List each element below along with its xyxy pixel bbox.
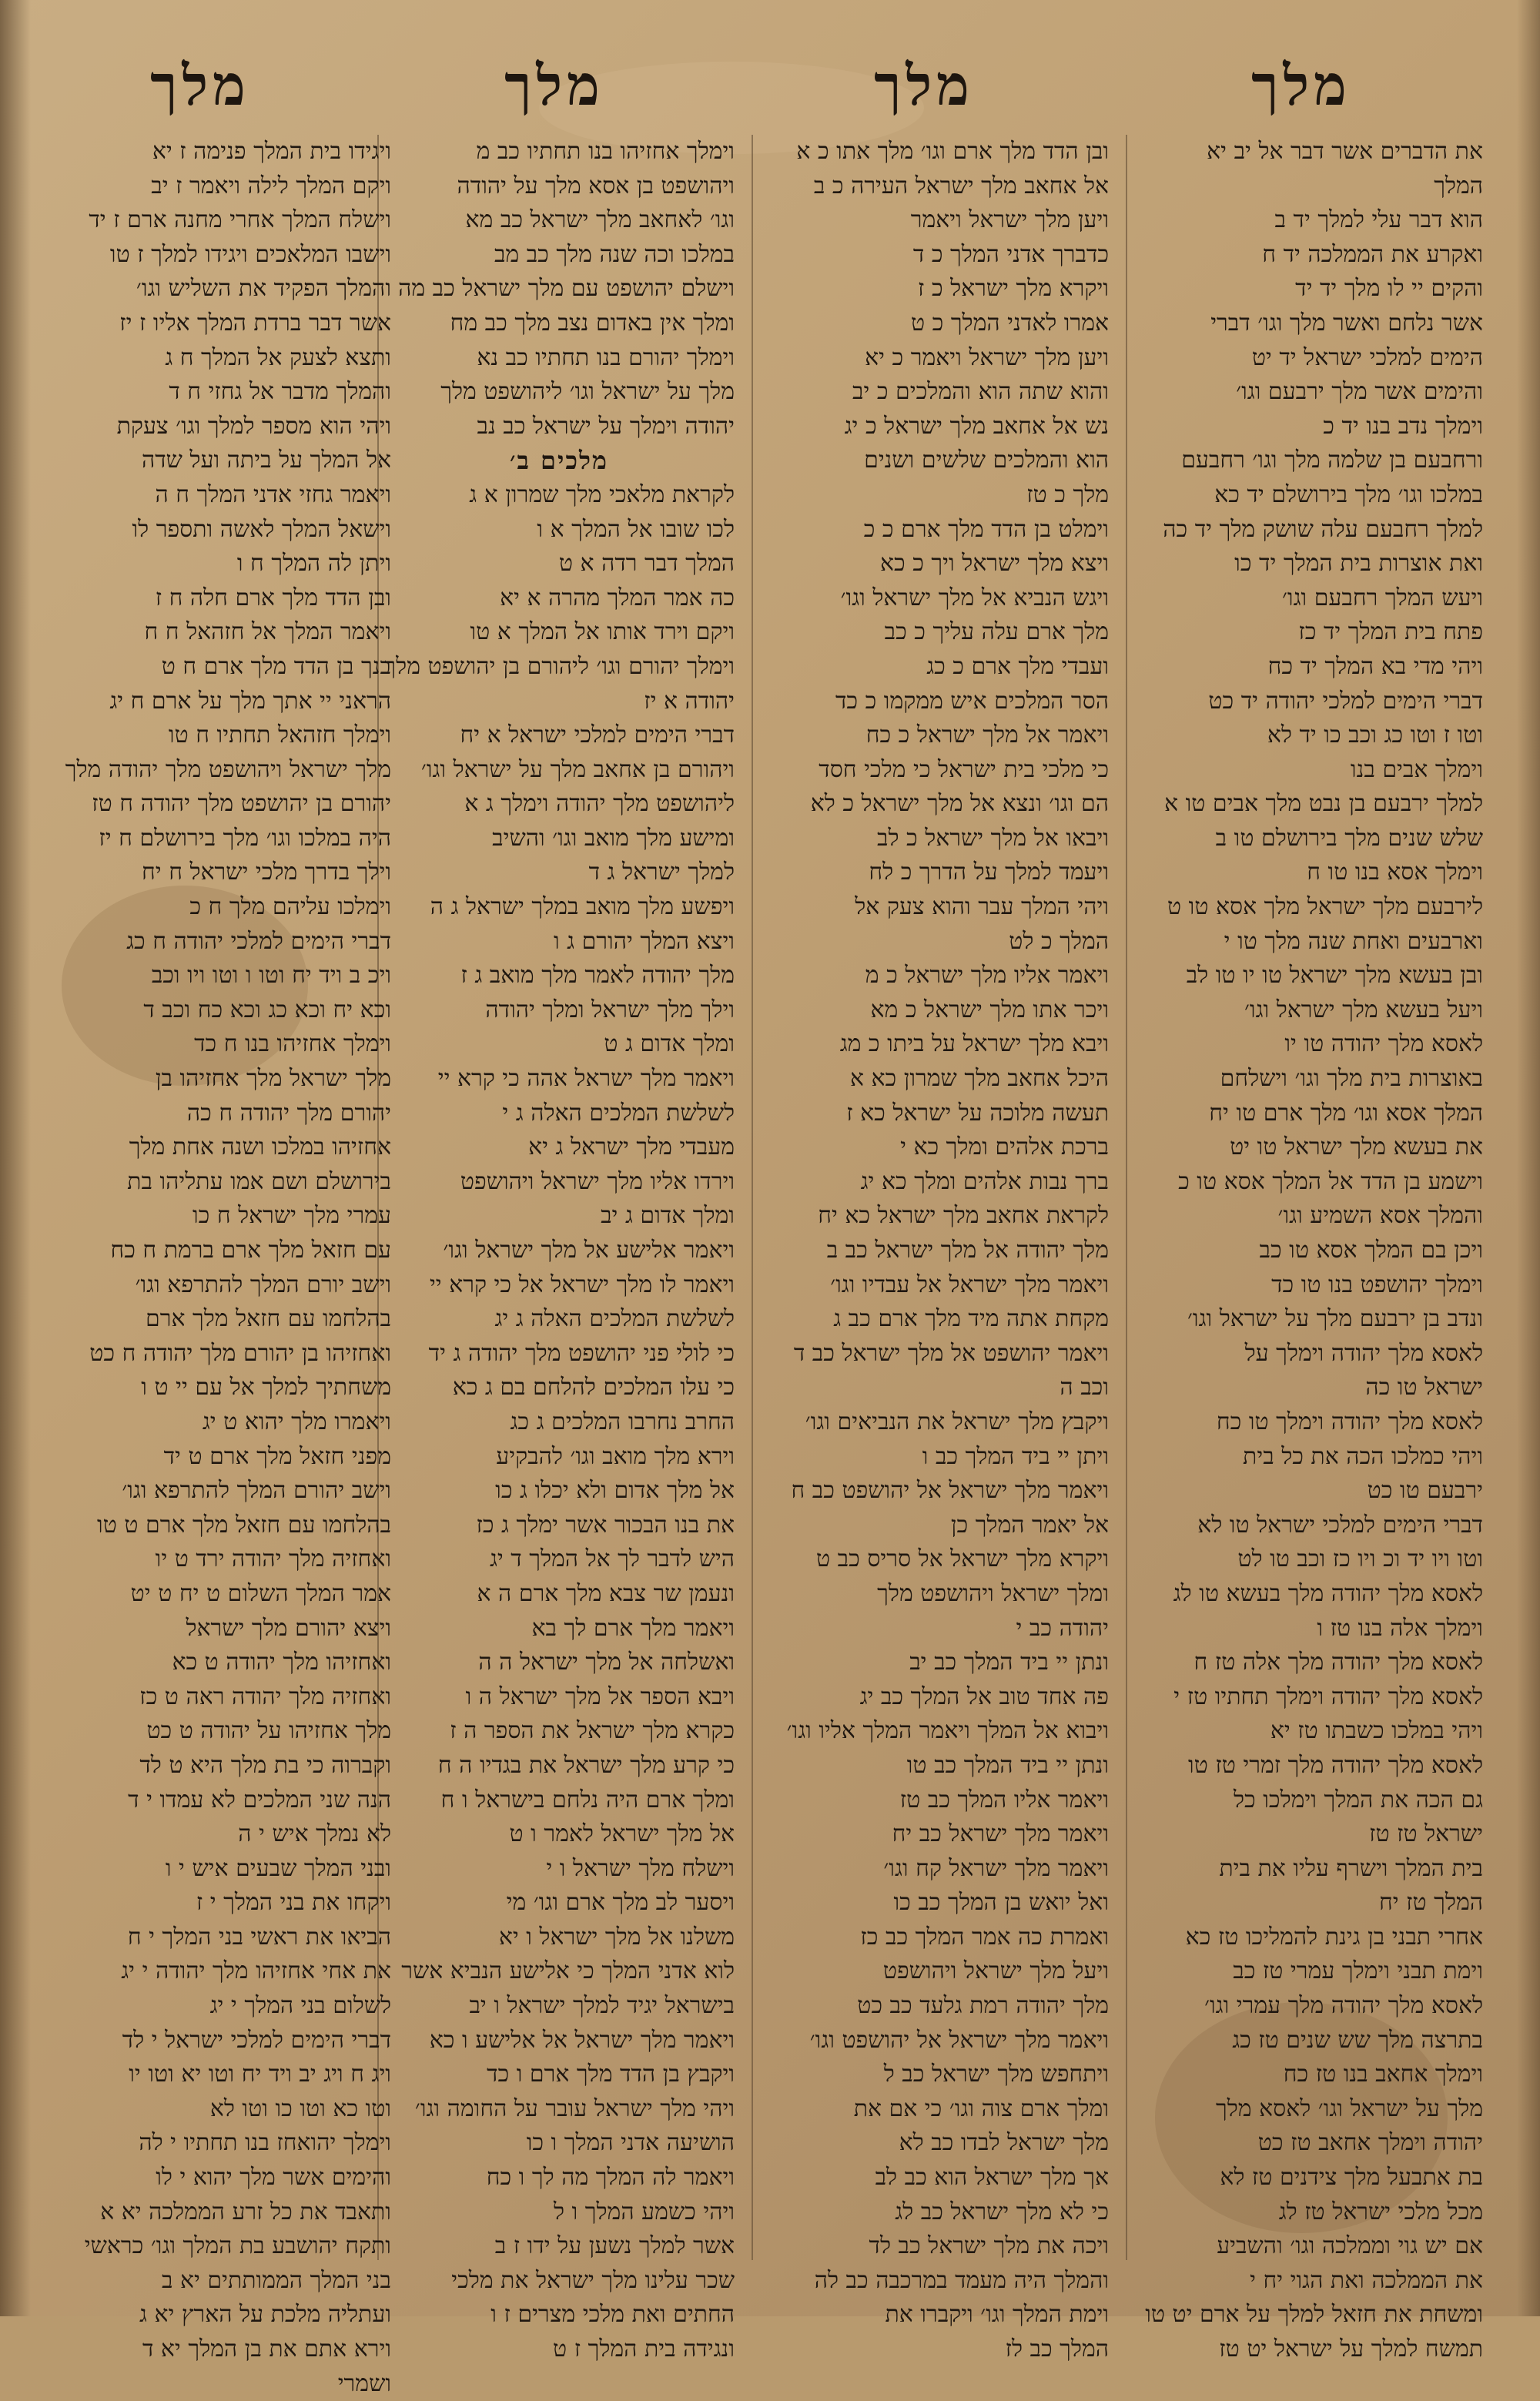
concordance-entry: וישלם יהושפט עם מלך ישראל כב מה	[398, 275, 735, 303]
concordance-entry: דברי הימים למלכי ישראל טו לא	[1197, 1511, 1483, 1539]
concordance-entry: שכר עלינו מלך ישראל את מלכי	[451, 2266, 735, 2294]
concordance-entry: והמלך אסא השמיע וגו׳	[1277, 1202, 1483, 1230]
concordance-entry: המלך דבר רדה א ט	[558, 550, 735, 578]
concordance-column-1	[1132, 135, 1483, 2362]
concordance-entry: מלך אחזיהו על יהודה ט כט	[146, 1717, 391, 1745]
concordance-column-2	[758, 135, 1109, 2362]
concordance-entry: למלך ירבעם בן נבט מלך אבים טו א	[1164, 790, 1483, 818]
concordance-entry: וירדו אליו מלך ישראל ויהושפט	[460, 1167, 735, 1195]
concordance-entry: הסר המלכים איש ממקמו כ כד	[835, 687, 1109, 715]
concordance-entry: ואשלחה אל מלך ישראל ה ה	[478, 1649, 735, 1676]
column-divider	[752, 135, 753, 2260]
concordance-entry: לאסא מלך יהודה וימלך תחתיו טז י	[1173, 1683, 1483, 1710]
concordance-entry: וימלך אלה בנו טז ו	[1317, 1614, 1483, 1642]
concordance-entry: ויעל בעשא מלך ישראל וגו׳	[1244, 996, 1483, 1023]
concordance-entry: וימלכו עליהם מלך ח כ	[189, 893, 391, 921]
concordance-entry: וילך בדרך מלכי ישראל ח יח	[142, 859, 391, 886]
concordance-entry: וכב ה	[1060, 1374, 1109, 1401]
concordance-entry: ויאמר מלך ישראל אל אלישע ו כא	[429, 2026, 735, 2054]
concordance-entry: ותאבד את כל זרע הממלכה יא א	[100, 2198, 391, 2225]
concordance-entry: וטו ז וטו כג וכב כו יד לא	[1267, 722, 1483, 749]
concordance-entry: בני המלך הממותתים יא ב	[161, 2266, 391, 2294]
concordance-entry: וימלך אסא בנו טו ח	[1307, 859, 1483, 886]
concordance-entry: וישמע בן הדד אל המלך אסא טו כ	[1178, 1167, 1483, 1195]
concordance-entry: הביאו את ראשי בני המלך י ח	[127, 1923, 391, 1951]
concordance-entry: ויבוא אל המלך ויאמר המלך אליו וגו׳	[786, 1717, 1109, 1745]
concordance-entry: ואל יואש בן המלך כב כו	[893, 1889, 1109, 1917]
concordance-entry: הם וגו׳ ונצא אל מלך ישראל כ לא	[810, 790, 1109, 818]
concordance-entry: ובן הדד מלך ארם חלה ח ז	[155, 584, 391, 611]
concordance-entry: ויקבץ מלך ישראל את הנביאים וגו׳	[805, 1408, 1109, 1435]
concordance-entry: ויאמר גחזי אדני המלך ח ה	[155, 481, 391, 508]
concordance-entry: יהודה וימלך אחאב טז כט	[1257, 2129, 1483, 2157]
page-edge-shadow	[1517, 0, 1540, 2316]
concordance-entry: במלכו וגו׳ מלך בירושלם יד כא	[1214, 481, 1483, 508]
concordance-column-3	[383, 135, 735, 2362]
concordance-entry: והמלך היה מעמד במרכבה כב לה	[814, 2266, 1109, 2294]
concordance-entry: כי לולי פני יהושפט מלך יהודה ג יד	[428, 1339, 735, 1367]
concordance-entry: היש לדבר לך אל המלך ד יג	[489, 1545, 735, 1573]
concordance-entry: דברי הימים למלכי ישראל א יח	[460, 722, 735, 749]
concordance-entry: אמר המלך השלום ט יח ט יט	[130, 1579, 391, 1607]
concordance-entry: ויאמר המלך אל חזהאל ח ח	[144, 618, 391, 646]
concordance-entry: באוצרות בית מלך וגו׳ וישלחם	[1220, 1065, 1483, 1093]
concordance-entry: ויען מלך ישראל ויאמר	[910, 206, 1109, 234]
concordance-entry: ועבדי מלך ארם כ כג	[926, 652, 1109, 680]
concordance-entry: ויאמר אל מלך ישראל כ כח	[865, 722, 1109, 749]
concordance-entry: לשלשת המלכים האלה ג יג	[494, 1305, 735, 1333]
concordance-entry: ויהושפט בן אסא מלך על יהודה	[457, 172, 735, 199]
concordance-entry: ומלך אדום ג ט	[604, 1030, 735, 1058]
concordance-entry: ויאמר אליו המלך כב טז	[899, 1786, 1109, 1813]
concordance-entry: ירבעם טו כט	[1367, 1477, 1483, 1505]
concordance-entry: ושמרי	[337, 2369, 391, 2397]
concordance-entry: למלך רחבעם עלה שושק מלך יד כה	[1163, 515, 1483, 543]
concordance-entry: מלך כ טז	[1026, 481, 1109, 508]
concordance-entry: את בעשא מלך ישראל טו יט	[1230, 1134, 1483, 1161]
concordance-entry: פה אחד טוב אל המלך כב יג	[859, 1683, 1109, 1710]
concordance-entry: את בנו הבכור אשר ימלך ג כז	[476, 1511, 735, 1539]
concordance-entry: המלך אסא וגו׳ מלך ארם טו יח	[1209, 1099, 1483, 1127]
concordance-entry: וימלך יהורם וגו׳ ליהורם בן יהושפט מלך	[384, 652, 735, 680]
concordance-entry: וישלח המלך אחרי מחנה ארם ז יד	[89, 206, 391, 234]
concordance-entry: וטו ויו יד וכ ויו כז וכב טו לט	[1237, 1545, 1483, 1573]
concordance-entry: מלכים ב׳	[510, 446, 608, 476]
concordance-entry: וימלך יהואחז בנו תחתיו י לה	[139, 2129, 391, 2157]
concordance-entry: בתרצה מלך שש שנים טז כג	[1232, 2026, 1483, 2054]
concordance-entry: ויעש המלך רחבעם וגו׳	[1281, 584, 1483, 611]
concordance-entry: פתח בית המלך יד כז	[1298, 618, 1483, 646]
concordance-entry: ויתחפש מלך ישראל כב ל	[883, 2061, 1109, 2088]
concordance-entry: כי מלכי בית ישראל כי מלכי חסד	[819, 755, 1109, 783]
concordance-entry: ויאמר מלך ישראל אהה כי קרא יי	[437, 1065, 735, 1093]
concordance-entry: וישבו המלאכים ויגידו למלך ז טו	[109, 240, 391, 268]
concordance-entry: לכו שובו אל המלך א ו	[537, 515, 735, 543]
concordance-entry: ואחזיה מלך יהודה ירד ט יו	[155, 1545, 391, 1573]
concordance-entry: מעבדי מלך ישראל ג יא	[528, 1134, 735, 1161]
concordance-entry: ויאמר מלך ארם לך בא	[531, 1614, 735, 1642]
concordance-entry: בת אתבעל מלך צידנים טז לא	[1220, 2164, 1483, 2192]
concordance-entry: אל יאמר המלך כן	[950, 1511, 1109, 1539]
concordance-entry: כדברך אדני המלך כ ד	[912, 240, 1109, 268]
concordance-entry: וימת תבני וימלך עמרי טז כב	[1233, 1957, 1483, 1985]
concordance-entry: ברכת אלהים ומלך כא י	[900, 1134, 1109, 1161]
concordance-entry: לוא אדני המלך כי אלישע הנביא אשר	[401, 1957, 735, 1985]
concordance-entry: ויגש הנביא אל מלך ישראל וגו׳	[840, 584, 1109, 611]
concordance-entry: בישראל יגיד למלך ישראל ו יב	[469, 1992, 735, 2020]
concordance-entry: לאסא מלך יהודה מלך בעשא טו לג	[1173, 1579, 1483, 1607]
concordance-entry: נש אל אחאב מלך ישראל כ יג	[844, 412, 1109, 440]
concordance-entry: ויג ח ויג יב ויד יח וטו יא וטו יו	[129, 2061, 391, 2088]
concordance-entry: הנה שני המלכים לא עמדו י ד	[128, 1786, 391, 1813]
concordance-entry: לירבעם מלך ישראל מלך אסא טו ט	[1167, 893, 1483, 921]
concordance-entry: ויאמרו מלך יהוא ט יג	[202, 1408, 391, 1435]
concordance-entry: אשר למלך נשען על ידו ז ב	[494, 2232, 735, 2260]
concordance-entry: ויבא מלך ישראל על ביתו כ מג	[839, 1030, 1109, 1058]
concordance-entry: ויהי המלך עבר והוא צעק אל	[855, 893, 1109, 921]
concordance-entry: ויהי כשמע המלך ו ל	[554, 2198, 735, 2225]
concordance-entry: ואחזיה מלך יהודה ראה ט כז	[139, 1683, 391, 1710]
concordance-entry: גם הכה את המלך וימלכו כל	[1234, 1786, 1483, 1813]
concordance-entry: לשלום בני המלך י יג	[209, 1992, 391, 2020]
concordance-entry: וימלך נדב בנו יד כ	[1323, 412, 1483, 440]
concordance-entry: מלך יהודה אל מלך ישראל כב ב	[826, 1237, 1109, 1264]
concordance-entry: בית המלך וישרף עליו את בית	[1219, 1854, 1483, 1882]
concordance-entry: לא נמלך איש י ה	[238, 1820, 391, 1848]
concordance-entry: היכל אחאב מלך שמרון כא א	[849, 1065, 1109, 1093]
concordance-entry: משחתיך למלך אל עם יי ט ו	[141, 1374, 391, 1401]
concordance-entry: החתים ואת מלכי מצרים ז ו	[490, 2301, 735, 2329]
concordance-entry: אחרי תבני בן גינת להמליכו טז כא	[1185, 1923, 1483, 1951]
concordance-entry: וארבעים ואחת שנה מלך טו י	[1224, 927, 1483, 955]
concordance-entry: המלך טז יח	[1379, 1889, 1483, 1917]
concordance-entry: אשר נלחם ואשר מלך וגו׳ דברי	[1210, 309, 1483, 337]
concordance-entry: ויהי מלך ישראל עובר על החומה וגו׳	[414, 2095, 735, 2122]
concordance-entry: והימים אשר מלך יהוא י לו	[156, 2164, 391, 2192]
concordance-entry: אל מלך אדום ולא יכלו ג כו	[495, 1477, 735, 1505]
concordance-entry: יהודה וימלך על ישראל כב נב	[477, 412, 735, 440]
concordance-entry: ובן בעשא מלך ישראל טו יו טו לב	[1186, 962, 1483, 990]
concordance-entry: ויקבץ בן הדד מלך ארם ו כד	[487, 2061, 735, 2088]
concordance-entry: ויאמר יהושפט אל מלך ישראל כב ד	[793, 1339, 1109, 1367]
concordance-entry: וישב יהורם המלך להתרפא וגו׳	[122, 1477, 391, 1505]
concordance-entry: ויעמד למלך על הדרך כ לח	[869, 859, 1109, 886]
concordance-entry: אחזיהו במלכו ושנה אחת מלך	[129, 1134, 391, 1161]
concordance-entry: ליהושפט מלך יהודה וימלך ג א	[464, 790, 735, 818]
concordance-entry: ויאמר מלך ישראל כב יח	[892, 1820, 1109, 1848]
concordance-entry: למלך ישראל ג ד	[588, 859, 735, 886]
concordance-entry: תעשה מלוכה על ישראל כא ז	[846, 1099, 1109, 1127]
concordance-entry: ומשחת את חזאל למלך על ארם יט טו	[1145, 2301, 1483, 2329]
concordance-entry: ויאמר אלישע אל מלך ישראל וגו׳	[443, 1237, 735, 1264]
concordance-entry: מלך ישראל לבדו כב לא	[899, 2129, 1109, 2157]
concordance-entry: מכל מלכי ישראל טז לג	[1278, 2198, 1483, 2225]
concordance-entry: ותקח יהושבע בת המלך וגו׳ כראשי	[84, 2232, 391, 2260]
concordance-entry: עמרי מלך ישראל ח כו	[192, 1202, 391, 1230]
concordance-entry: ויכר אתו מלך ישראל כ מא	[870, 996, 1109, 1023]
concordance-entry: כי קרע מלך ישראל את בגדיו ה ח	[437, 1751, 735, 1779]
concordance-entry: ויקרא מלך ישראל כ ז	[918, 275, 1109, 303]
concordance-entry: ויהי במלכו כשבתו טז יא	[1270, 1717, 1483, 1745]
concordance-entry: כי לא מלך ישראל כב לג	[895, 2198, 1109, 2225]
concordance-entry: ויכה את מלך ישראל כב לד	[869, 2232, 1109, 2260]
concordance-entry: ונתן יי ביד המלך כב יב	[909, 1649, 1109, 1676]
column-header-4: מלך	[150, 52, 250, 118]
column-header-3: מלך	[504, 52, 604, 118]
concordance-entry: וימלט בן הדד מלך ארם כ כ	[863, 515, 1109, 543]
column-header-1: מלך	[1251, 52, 1351, 118]
concordance-entry: ויבא הספר אל מלך ישראל ה ו	[465, 1683, 735, 1710]
concordance-entry: לאסא מלך יהודה מלך עמרי וגו׳	[1204, 1992, 1483, 2020]
concordance-entry: ועתליה מלכת על הארץ יא ג	[139, 2301, 391, 2329]
column-header-2: מלך	[874, 52, 974, 118]
concordance-entry: תמשח למלך על ישראל יט טז	[1219, 2336, 1483, 2362]
concordance-entry: והמלך הפקיד את השליש וגו׳	[136, 275, 391, 303]
concordance-entry: יהורם מלך יהודה ח כה	[186, 1099, 391, 1127]
concordance-entry: ויקחו את בני המלך י ז	[196, 1889, 391, 1917]
concordance-entry: ויכן בם המלך אסא טו כב	[1259, 1237, 1483, 1264]
concordance-entry: ויהורם בן אחאב מלך על ישראל וגו׳	[420, 755, 735, 783]
concordance-entry: לאסא מלך יהודה וימלך על	[1244, 1339, 1483, 1367]
concordance-entry: ונתן יי ביד המלך כב טו	[906, 1751, 1109, 1779]
concordance-column-4	[40, 135, 391, 2397]
concordance-entry: ויאמר מלך ישראל אל יהושפט כב ח	[791, 1477, 1109, 1505]
concordance-entry: אך מלך ישראל הוא כב לב	[875, 2164, 1109, 2192]
concordance-entry: מפני חזאל מלך ארם ט יד	[163, 1442, 391, 1470]
concordance-entry: ויאמר מלך ישראל אל יהושפט וגו׳	[809, 2026, 1109, 2054]
concordance-entry: ברך נבות אלהים ומלך כא יג	[860, 1167, 1109, 1195]
concordance-entry: אשר דבר ברדת המלך אליו ז יז	[119, 309, 391, 337]
concordance-entry: ואחזיהו מלך יהודה ט כא	[172, 1649, 391, 1676]
concordance-entry: הראני יי אתך מלך על ארם ח יג	[109, 687, 391, 715]
concordance-entry: ואקרע את הממלכה יד ח	[1262, 240, 1483, 268]
concordance-entry: וימת המלך וגו׳ ויקברו את	[885, 2301, 1109, 2329]
concordance-entry: היה במלכו וגו׳ מלך בירושלם ח יז	[99, 824, 391, 852]
concordance-entry: ויכ ב ויד יח וטו ו וטו ויו וכב	[151, 962, 391, 990]
concordance-entry: כקרא מלך ישראל את הספר ה ז	[450, 1717, 735, 1745]
concordance-entry: ומלך ארם היה נלחם בישראל ו ח	[440, 1786, 735, 1813]
concordance-entry: וימלך אחאב בנו טז כח	[1283, 2061, 1483, 2088]
concordance-entry: ואת אוצרות בית המלך יד כו	[1234, 550, 1483, 578]
concordance-entry: וימלך אבים בנו	[1350, 755, 1483, 783]
concordance-entry: הושיעה אדני המלך ו כו	[526, 2129, 735, 2157]
concordance-entry: את אחי אחזיהו מלך יהודה י יג	[121, 1957, 391, 1985]
concordance-entry: ויפשע מלך מואב במלך ישראל ג ה	[430, 893, 735, 921]
concordance-entry: ואמרת כה אמר המלך כב כז	[860, 1923, 1109, 1951]
concordance-entry: ויגידו בית המלך פנימה ז יא	[152, 138, 391, 165]
concordance-entry: ויהי כמלכו הכה את כל בית	[1243, 1442, 1483, 1470]
concordance-entry: ויסער לב מלך ארם וגו׳ מי	[506, 1889, 735, 1917]
concordance-entry: ויצא יהורם מלך ישראל	[186, 1614, 391, 1642]
concordance-entry: וימלך יהורם בנו תחתיו כב נא	[477, 343, 735, 371]
concordance-entry: עם חזאל מלך ארם ברמת ח כח	[110, 1237, 391, 1264]
concordance-entry: ישראל טו כה	[1365, 1374, 1483, 1401]
concordance-entry: וירא אתם את בן המלך יא ד	[142, 2336, 391, 2362]
concordance-entry: וישאל המלך לאשה ותספר לו	[132, 515, 391, 543]
concordance-entry: יהודה כב י	[1016, 1614, 1109, 1642]
concordance-entry: ויצא מלך ישראל ויך כ כא	[880, 550, 1109, 578]
concordance-entry: אל המלך על ביתה ועל שדה	[141, 447, 391, 474]
concordance-entry: לאסא מלך יהודה מלך זמרי טז טו	[1188, 1751, 1483, 1779]
concordance-entry: החרב נחרבו המלכים ג כג	[510, 1408, 735, 1435]
column-divider	[1126, 135, 1127, 2260]
concordance-entry: את הדברים אשר דבר אל יב יא	[1207, 138, 1483, 165]
concordance-entry: ואחזיהו בן יהורם מלך יהודה ח כט	[89, 1339, 391, 1367]
concordance-entry: מלך יהודה לאמר מלך מואב ג ז	[460, 962, 735, 990]
concordance-entry: ויען מלך ישראל ויאמר כ יא	[865, 343, 1109, 371]
concordance-entry: ויקם וירד אותו אל המלך א טו	[470, 618, 735, 646]
concordance-entry: מלך על ישראל וגו׳ ליהושפט מלך	[440, 378, 735, 406]
concordance-entry: ומלך אין באדום נצב מלך כב מח	[450, 309, 735, 337]
concordance-entry: בירושלם ושם אמו עתליהו בת	[127, 1167, 391, 1195]
concordance-entry: וימלך יהושפט בנו טו כד	[1271, 1271, 1483, 1298]
concordance-entry: וישלח מלך ישראל ו י	[546, 1854, 735, 1882]
concordance-entry: וישב יורם המלך להתרפא וגו׳	[135, 1271, 391, 1298]
concordance-entry: ונדב בן ירבעם מלך על ישראל וגו׳	[1187, 1305, 1483, 1333]
concordance-entry: ויאמר מלך ישראל אל עבדיו וגו׳	[830, 1271, 1109, 1298]
concordance-entry: ישראל טז טז	[1369, 1820, 1483, 1848]
concordance-entry: מלך יהודה רמת גלעד כב כט	[857, 1992, 1109, 2020]
concordance-entry: הימים למלכי ישראל יד יט	[1251, 343, 1483, 371]
concordance-entry: ויתן יי ביד המלך כב ו	[922, 1442, 1109, 1470]
concordance-entry: והקים יי לו מלך יד יד	[1295, 275, 1483, 303]
concordance-entry: כה אמר המלך מהרה א יא	[500, 584, 735, 611]
concordance-entry: לשלשת המלכים האלה ג י	[502, 1099, 735, 1127]
concordance-entry: ויתן לה המלך ח ו	[236, 550, 391, 578]
concordance-entry: ונעמן שר צבא מלך ארם ה א	[477, 1579, 735, 1607]
page-edge-shadow	[0, 0, 31, 2316]
concordance-entry: המלך כ לט	[1009, 927, 1109, 955]
concordance-entry: המלך כב לז	[1005, 2336, 1109, 2362]
concordance-entry: ומישע מלך מואב וגו׳ והשיב	[492, 824, 735, 852]
concordance-entry: וימלך אחזיהו בנו ח כד	[194, 1030, 391, 1058]
concordance-entry: בהלחמו עם חזאל מלך ארם ט טו	[97, 1511, 391, 1539]
concordance-entry: וכא יח וכא כג וכא כח וכב ד	[143, 996, 391, 1023]
concordance-entry: דברי הימים למלכי יהודה ח כג	[126, 927, 391, 955]
concordance-entry: לאסא מלך יהודה מלך אלה טז ח	[1194, 1649, 1483, 1676]
concordance-entry: ובני המלך שבעים איש י ו	[165, 1854, 391, 1882]
concordance-entry: ויאמר מלך ישראל קח וגו׳	[883, 1854, 1109, 1882]
concordance-entry: הוא דבר עלי למלך יד ב	[1274, 206, 1483, 234]
concordance-entry: והימים אשר מלך ירבעם וגו׳	[1236, 378, 1483, 406]
concordance-entry: מלך ישראל מלך אחזיהו בן	[155, 1065, 391, 1093]
concordance-entry: ויצא המלך יהורם ג ו	[553, 927, 735, 955]
concordance-entry: יהורם בן יהושפט מלך יהודה ח טז	[92, 790, 391, 818]
concordance-entry: ויאמר אליו מלך ישראל כ מ	[865, 962, 1109, 990]
concordance-entry: ומלך ישראל ויהושפט מלך	[877, 1579, 1109, 1607]
concordance-entry: אם יש גוי וממלכה וגו׳ והשביע	[1217, 2232, 1483, 2260]
concordance-entry: ומלך אדום ג יב	[601, 1202, 735, 1230]
concordance-entry: וקברוה כי בת מלך היא ט לד	[139, 1751, 391, 1779]
concordance-entry: אמרו לאדני המלך כ ט	[910, 309, 1109, 337]
concordance-entry: לקראת אחאב מלך ישראל כא יח	[818, 1202, 1109, 1230]
concordance-entry: ויאמר לו מלך ישראל אל כי קרא יי	[429, 1271, 735, 1298]
concordance-entry: ויעל מלך ישראל ויהושפט	[882, 1957, 1109, 1985]
concordance-entry: ויקרא מלך ישראל אל סריס כב ט	[816, 1545, 1109, 1573]
concordance-entry: לאסא מלך יהודה טו יו	[1284, 1030, 1483, 1058]
concordance-entry: דברי הימים למלכי ישראל י לד	[122, 2026, 391, 2054]
concordance-entry: המלך	[1434, 172, 1483, 199]
concordance-entry: והוא שתה הוא והמלכים כ יב	[852, 378, 1109, 406]
concordance-entry: מלך ארם עלה עליך כ כב	[884, 618, 1109, 646]
concordance-entry: וטו כא וטו כו וטו לא	[209, 2095, 391, 2122]
concordance-entry: אל מלך ישראל לאמר ו ט	[509, 1820, 735, 1848]
concordance-entry: ויהי מדי בא המלך יד כח	[1267, 652, 1483, 680]
concordance-entry: יהודה א יז	[644, 687, 735, 715]
concordance-entry: וגו׳ לאחאב מלך ישראל כב מא	[465, 206, 735, 234]
concordance-entry: וימלך חזהאל תחתיו ח טו	[168, 722, 391, 749]
concordance-entry: ויהי הוא מספר למלך וגו׳ צעקת	[116, 412, 391, 440]
concordance-entry: והמלך מדבר אל גחזי ח ד	[169, 378, 391, 406]
concordance-entry: במלכו וכה שנה מלך כב מב	[494, 240, 735, 268]
concordance-entry: לקראת מלאכי מלך שמרון א ג	[469, 481, 735, 508]
concordance-entry: מקחת אתה מיד מלך ארם כב ג	[833, 1305, 1109, 1333]
concordance-entry: ונגידה בית המלך ז ט	[553, 2336, 735, 2362]
concordance-entry: ורחבעם בן שלמה מלך וגו׳ רחבעם	[1181, 447, 1483, 474]
concordance-entry: דברי הימים למלכי יהודה יד כט	[1208, 687, 1483, 715]
concordance-entry: וירא מלך מואב וגו׳ להבקיע	[496, 1442, 735, 1470]
concordance-entry: שלש שנים מלך בירושלם טו ב	[1215, 824, 1483, 852]
concordance-entry: משלנו אל מלך ישראל ו יא	[498, 1923, 735, 1951]
concordance-entry: אל אחאב מלך ישראל העירה כ ב	[813, 172, 1109, 199]
concordance-entry: מלך על ישראל וגו׳ לאסא מלך	[1216, 2095, 1483, 2122]
concordance-entry: ומלך ארם צוה וגו׳ כי אם את	[853, 2095, 1109, 2122]
concordance-entry: ויאמר לה המלך מה לך ו כח	[486, 2164, 735, 2192]
concordance-entry: וימלך אחזיהו בנו תחתיו כב מ	[476, 138, 735, 165]
concordance-entry: וילך מלך ישראל ומלך יהודה	[485, 996, 735, 1023]
concordance-entry: הוא והמלכים שלשים ושנים	[864, 447, 1109, 474]
concordance-entry: מלך ישראל ויהושפט מלך יהודה מלך	[65, 755, 391, 783]
concordance-entry: בהלחמו עם חזאל מלך ארם	[146, 1305, 391, 1333]
concordance-entry: לאסא מלך יהודה וימלך טו כח	[1216, 1408, 1483, 1435]
concordance-entry: ויקם המלך לילה ויאמר ז יב	[151, 172, 391, 199]
concordance-entry: ותצא לצעק אל המלך ח ג	[165, 343, 391, 371]
concordance-entry: בנך בן הדד מלך ארם ח ט	[161, 652, 391, 680]
concordance-entry: כי עלו המלכים להלחם בם ג כא	[452, 1374, 735, 1401]
concordance-entry: ויבאו אל מלך ישראל כ לב	[877, 824, 1109, 852]
concordance-entry: את הממלכה ואת הגוי יח י	[1250, 2266, 1483, 2294]
concordance-entry: ובן הדד מלך ארם וגו׳ מלך אתו כ א	[796, 138, 1109, 165]
